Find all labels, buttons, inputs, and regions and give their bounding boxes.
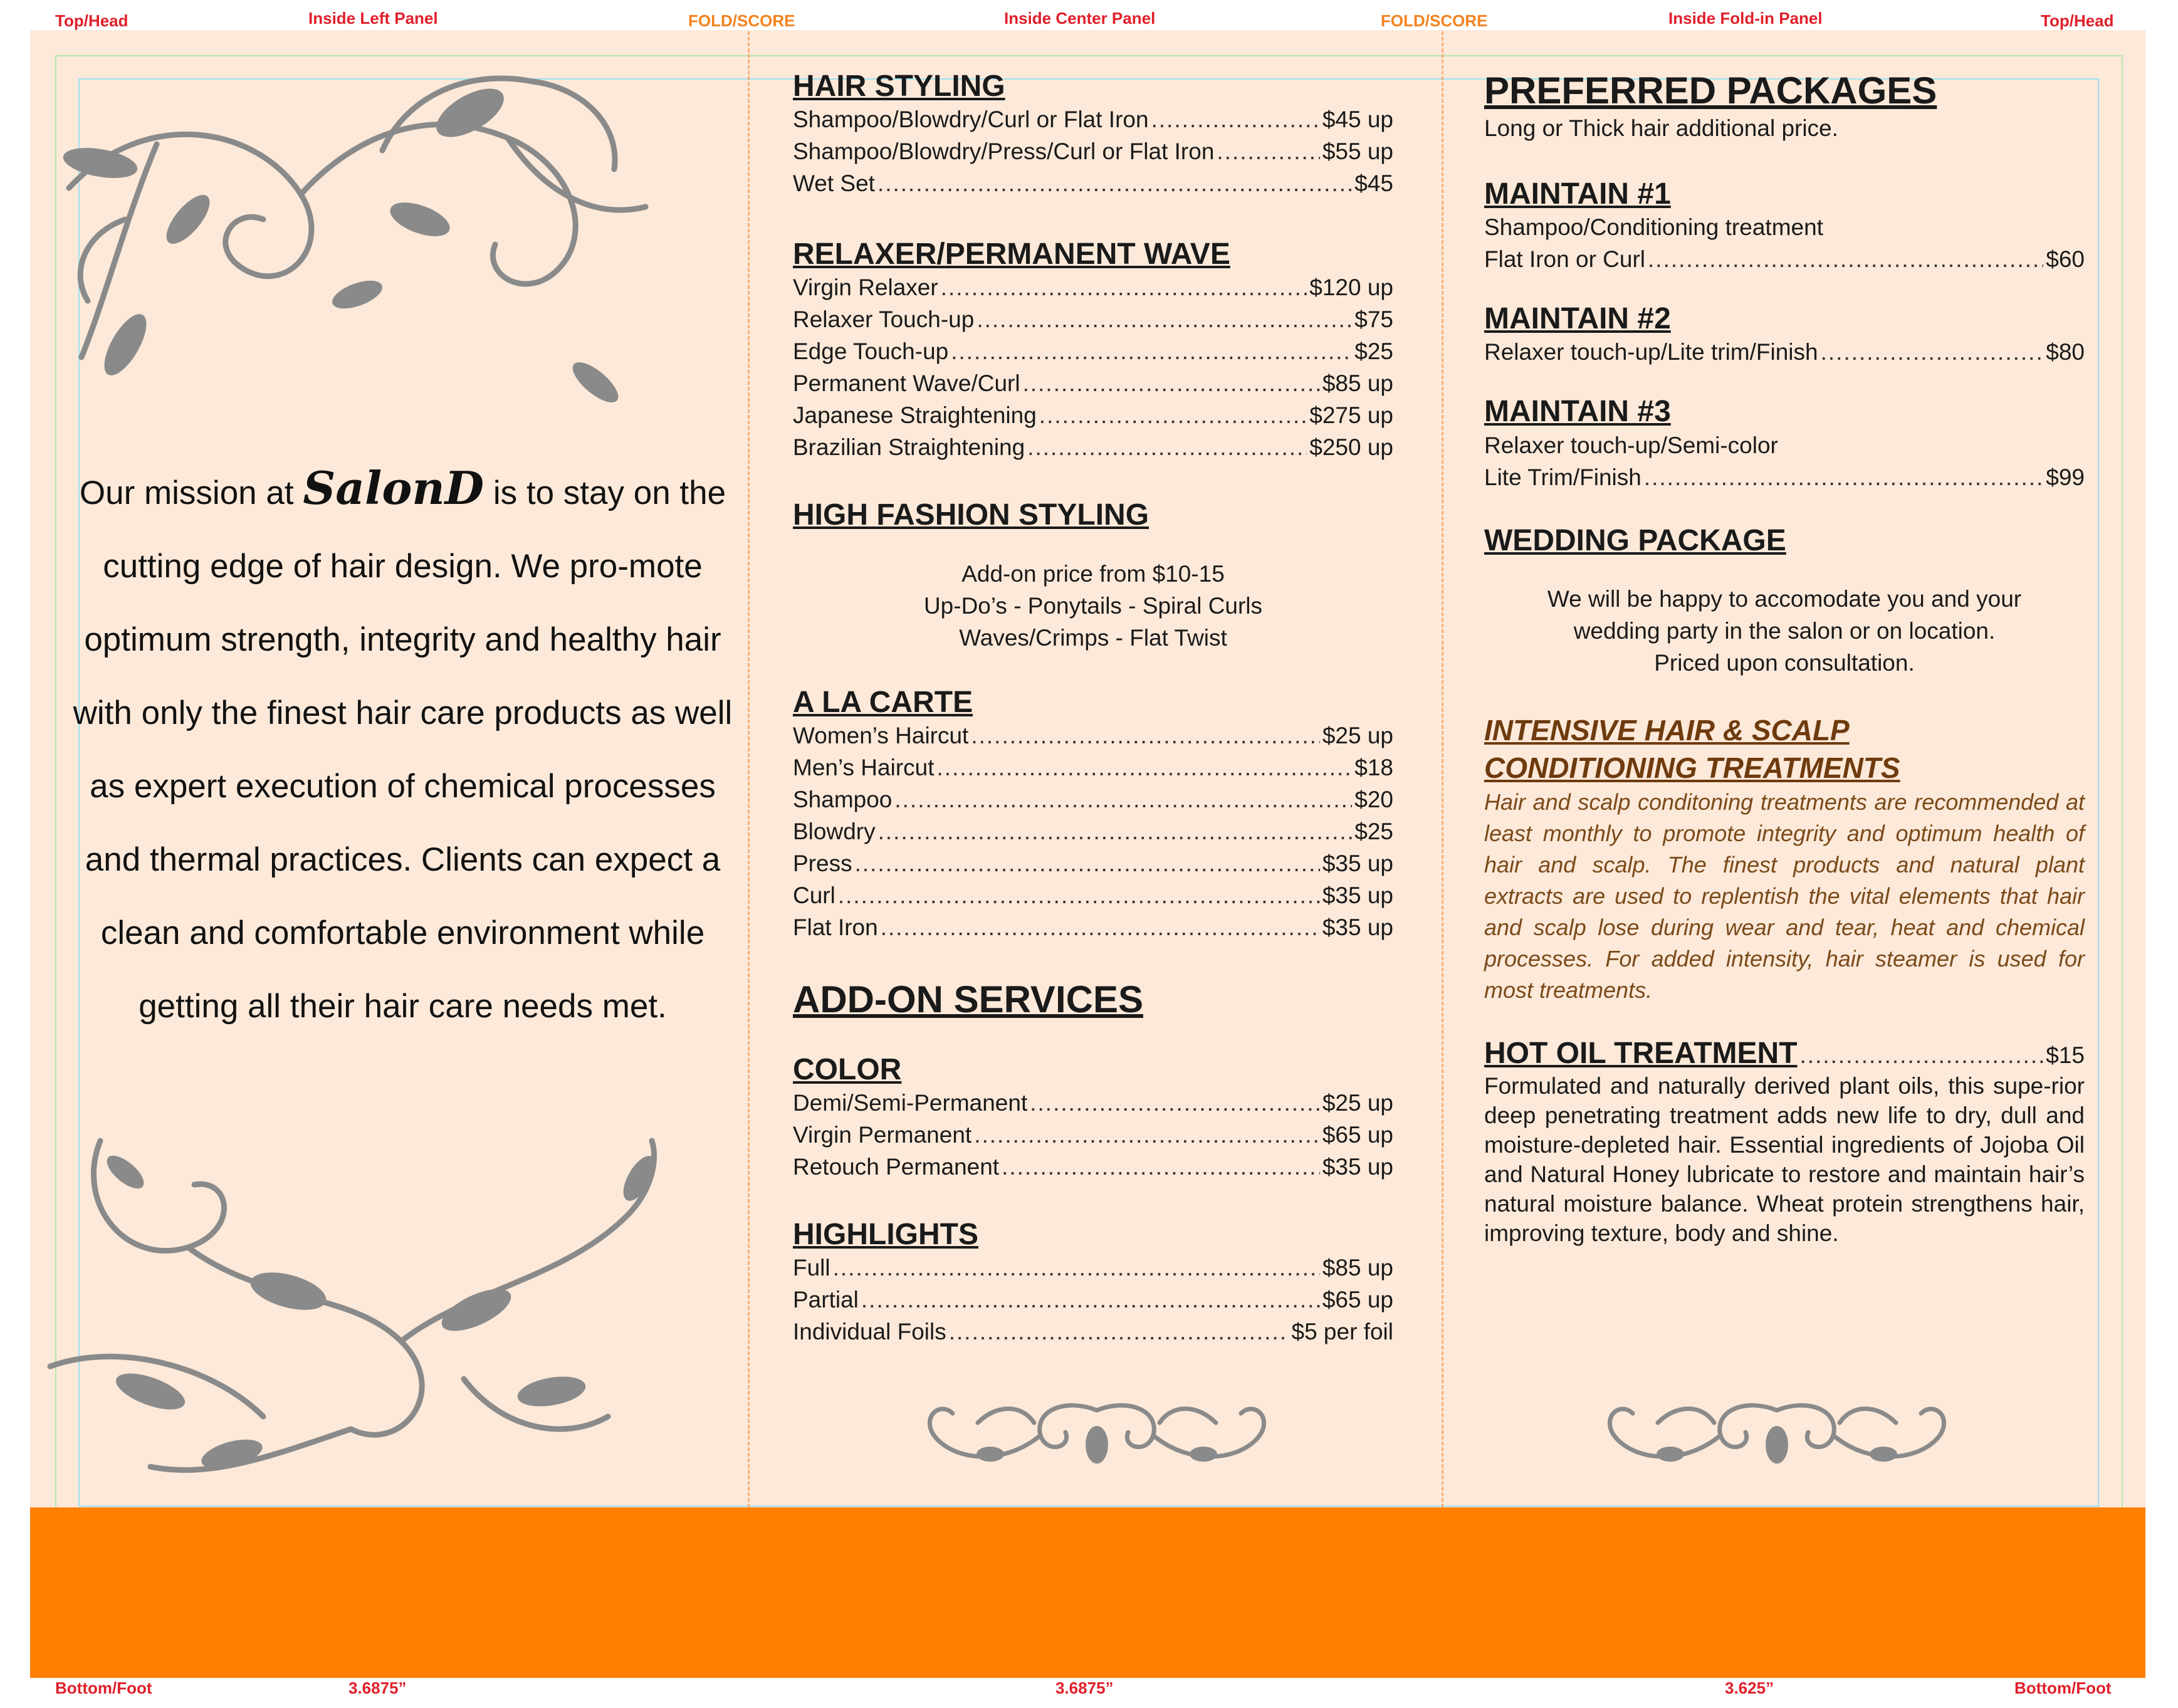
maintain-3-line: Relaxer touch-up/Semi-color xyxy=(1484,432,1778,458)
price-row xyxy=(793,783,1393,815)
service-price: $250 up xyxy=(1309,434,1393,461)
service-name: Partial xyxy=(793,1287,859,1313)
service-name: Individual Foils xyxy=(793,1319,946,1345)
maintain-1-line: Shampoo/Conditioning treatment xyxy=(1484,214,1823,241)
service-name: Flat Iron or Curl xyxy=(1484,246,1646,273)
service-price: $85 up xyxy=(1322,1255,1393,1281)
section-title-maintain-1: MAINTAIN #1 xyxy=(1484,177,1671,211)
section-title-intensive-2: CONDITIONING TREATMENTS xyxy=(1484,751,1900,784)
price-row xyxy=(1484,243,2085,275)
width-mark-1: 3.6875” xyxy=(348,1679,407,1697)
section-title-relaxer: RELAXER/PERMANENT WAVE xyxy=(793,238,1230,271)
service-price: $35 up xyxy=(1322,850,1393,876)
section-title-hair-styling: HAIR STYLING xyxy=(793,70,1005,103)
service-price: $75 xyxy=(1354,306,1393,333)
swirl-ornament-top xyxy=(31,31,721,439)
section-title-maintain-3: MAINTAIN #3 xyxy=(1484,395,1671,429)
service-name: Shampoo/Blowdry/Press/Curl or Flat Iron xyxy=(793,139,1215,165)
preferred-note: Long or Thick hair additional price. xyxy=(1484,115,1838,141)
service-price: $25 xyxy=(1354,338,1393,365)
section-title-highlights: HIGHLIGHTS xyxy=(793,1217,978,1251)
service-name: Retouch Permanent xyxy=(793,1153,1000,1180)
price-row xyxy=(1484,336,2085,368)
price-row xyxy=(793,720,1393,752)
service-name: Demi/Semi-Permanent xyxy=(793,1089,1028,1116)
service-price: $20 xyxy=(1354,786,1393,812)
service-name: Brazilian Straightening xyxy=(793,434,1025,461)
service-price: $85 up xyxy=(1322,370,1393,397)
service-name: Japanese Straightening xyxy=(793,402,1037,429)
service-price: $18 xyxy=(1354,754,1393,780)
fold-score-2: FOLD/SCORE xyxy=(1381,11,1488,30)
service-name: Shampoo/Blowdry/Curl or Flat Iron xyxy=(793,107,1149,133)
price-row xyxy=(793,303,1393,335)
mission-intro: Our mission at xyxy=(79,474,294,511)
service-price: $99 xyxy=(2046,464,2085,490)
service-name: Men’s Haircut xyxy=(793,754,935,780)
service-price: $55 up xyxy=(1322,139,1393,165)
width-mark-3: 3.625” xyxy=(1725,1679,1774,1697)
service-price: $65 up xyxy=(1322,1287,1393,1313)
top-head-left: Top/Head xyxy=(55,11,128,30)
section-title-color: COLOR xyxy=(793,1052,902,1086)
service-name: Curl xyxy=(793,882,835,908)
inside-foldin-label: Inside Fold-in Panel xyxy=(1668,9,1823,28)
intensive-description: Hair and scalp conditoning treatments are recommended at least monthly to promote integrity and optimum health of hair and scalp. The finest products and natural plant extracts are used to replentish the vital elements that hair and scalp lose during wear and tear, heat and chemical processes. For added intensity, hair steamer is used for most treatments. xyxy=(1484,789,2085,1003)
right-panel xyxy=(1484,69,2085,1248)
section-title-high-fashion: HIGH FASHION STYLING xyxy=(793,498,1149,532)
price-row xyxy=(793,1252,1393,1284)
high-fashion-line: Add-on price from $10-15 xyxy=(961,560,1225,587)
inside-left-label: Inside Left Panel xyxy=(308,9,438,28)
footer-band xyxy=(30,1507,2145,1678)
service-name: Permanent Wave/Curl xyxy=(793,370,1020,397)
bottom-foot-right: Bottom/Foot xyxy=(2014,1679,2112,1697)
service-price: $35 up xyxy=(1322,1153,1393,1180)
service-name: Flat Iron xyxy=(793,914,878,940)
service-name: Blowdry xyxy=(793,818,876,844)
price-row xyxy=(793,271,1393,303)
price-row xyxy=(793,1119,1393,1151)
service-price: $35 up xyxy=(1322,882,1393,908)
price-row xyxy=(793,1087,1393,1119)
swirl-ornament-bottom xyxy=(25,1103,715,1492)
price-row xyxy=(793,911,1393,943)
service-price: $25 xyxy=(1354,818,1393,844)
service-name: Virgin Permanent xyxy=(793,1121,972,1148)
inside-center-label: Inside Center Panel xyxy=(1004,9,1156,28)
high-fashion-info xyxy=(793,558,1393,654)
service-price: $80 xyxy=(2046,339,2085,365)
highlights-list xyxy=(793,1252,1393,1348)
price-row xyxy=(1484,461,2085,493)
flourish-divider-right xyxy=(1595,1385,1959,1479)
service-name: Relaxer Touch-up xyxy=(793,306,975,333)
section-title-maintain-2: MAINTAIN #2 xyxy=(1484,302,1671,336)
service-name: Wet Set xyxy=(793,170,875,197)
flourish-divider-center xyxy=(915,1385,1279,1479)
price-row xyxy=(793,815,1393,847)
mission-body: is to stay on the cutting edge of hair design. We pro-mote optimum strength, integrity and healthy hair with only the finest hair care products as well as expert execution of chemical processes and thermal practices. Clients can expect a clean and comfortable environment while getting all their hair care needs met. xyxy=(73,474,733,1025)
price-row xyxy=(793,103,1393,135)
price-row xyxy=(793,167,1393,199)
price-row xyxy=(793,367,1393,399)
service-name: Shampoo xyxy=(793,786,893,812)
top-head-right: Top/Head xyxy=(2041,11,2114,30)
service-price: $45 up xyxy=(1322,107,1393,133)
high-fashion-line: Up-Do’s - Ponytails - Spiral Curls xyxy=(923,592,1263,619)
price-row xyxy=(793,431,1393,463)
section-title-a-la-carte: A LA CARTE xyxy=(793,685,973,719)
price-row xyxy=(793,1284,1393,1316)
relaxer-list xyxy=(793,271,1393,463)
service-name: Edge Touch-up xyxy=(793,338,949,365)
bottom-foot-left: Bottom/Foot xyxy=(55,1679,152,1697)
a-la-carte-list xyxy=(793,720,1393,943)
service-price: $45 xyxy=(1354,170,1393,197)
section-title-wedding-package: WEDDING PACKAGE xyxy=(1484,523,1786,557)
service-name: Full xyxy=(793,1255,830,1281)
fold-line-1 xyxy=(748,31,750,1507)
service-price: $25 up xyxy=(1322,722,1393,748)
center-panel xyxy=(793,69,1393,1348)
mission-statement xyxy=(69,451,736,1043)
service-price: $60 xyxy=(2046,246,2085,273)
price-row xyxy=(793,399,1393,431)
service-price: $5 per foil xyxy=(1291,1319,1393,1345)
section-title-hot-oil: HOT OIL TREATMENT xyxy=(1484,1036,1798,1070)
price-row xyxy=(793,879,1393,911)
width-mark-2: 3.6875” xyxy=(1055,1679,1114,1697)
service-price: $120 up xyxy=(1309,275,1393,301)
service-price: $275 up xyxy=(1309,402,1393,429)
service-price: $35 up xyxy=(1322,914,1393,940)
service-name: Press xyxy=(793,850,852,876)
section-title-preferred-packages: PREFERRED PACKAGES xyxy=(1484,70,1937,112)
price-row xyxy=(793,847,1393,879)
fold-score-1: FOLD/SCORE xyxy=(688,11,795,30)
hair-styling-list xyxy=(793,103,1393,199)
price-row xyxy=(793,135,1393,167)
wedding-line: We will be happy to accomodate you and your xyxy=(1547,585,2022,612)
service-price: $25 up xyxy=(1322,1089,1393,1116)
service-name: Virgin Relaxer xyxy=(793,275,938,301)
wedding-line: Priced upon consultation. xyxy=(1654,649,1915,676)
hot-oil-price: $15 xyxy=(2046,1042,2085,1068)
price-row xyxy=(793,335,1393,367)
price-row xyxy=(793,1316,1393,1348)
wedding-info xyxy=(1484,583,2085,679)
color-list xyxy=(793,1087,1393,1183)
wedding-line: wedding party in the salon or on location. xyxy=(1573,617,1996,644)
price-row xyxy=(793,752,1393,783)
service-name: Women’s Haircut xyxy=(793,722,969,748)
salon-logo: SalonD xyxy=(303,461,484,515)
hot-oil-header xyxy=(1484,1036,2085,1071)
service-price: $65 up xyxy=(1322,1121,1393,1148)
price-row xyxy=(793,1151,1393,1183)
hot-oil-description: Formulated and naturally derived plant oils, this supe-rior deep penetrating treatment adds new life to dry, dull and moisture-depleted hair. Essential ingredients of Jojoba Oil and Natural Honey lubricate to restore and maintain hair’s natural moisture balance. Wheat protein strengthens hair, improving texture, body and shine. xyxy=(1484,1072,2085,1246)
section-title-add-on-services: ADD-ON SERVICES xyxy=(793,978,1143,1020)
service-name: Relaxer touch-up/Lite trim/Finish xyxy=(1484,339,1818,365)
high-fashion-line: Waves/Crimps - Flat Twist xyxy=(959,624,1227,651)
fold-line-2 xyxy=(1442,31,1443,1507)
section-title-intensive-1: INTENSIVE HAIR & SCALP xyxy=(1484,713,1850,747)
service-name: Lite Trim/Finish xyxy=(1484,464,1641,490)
